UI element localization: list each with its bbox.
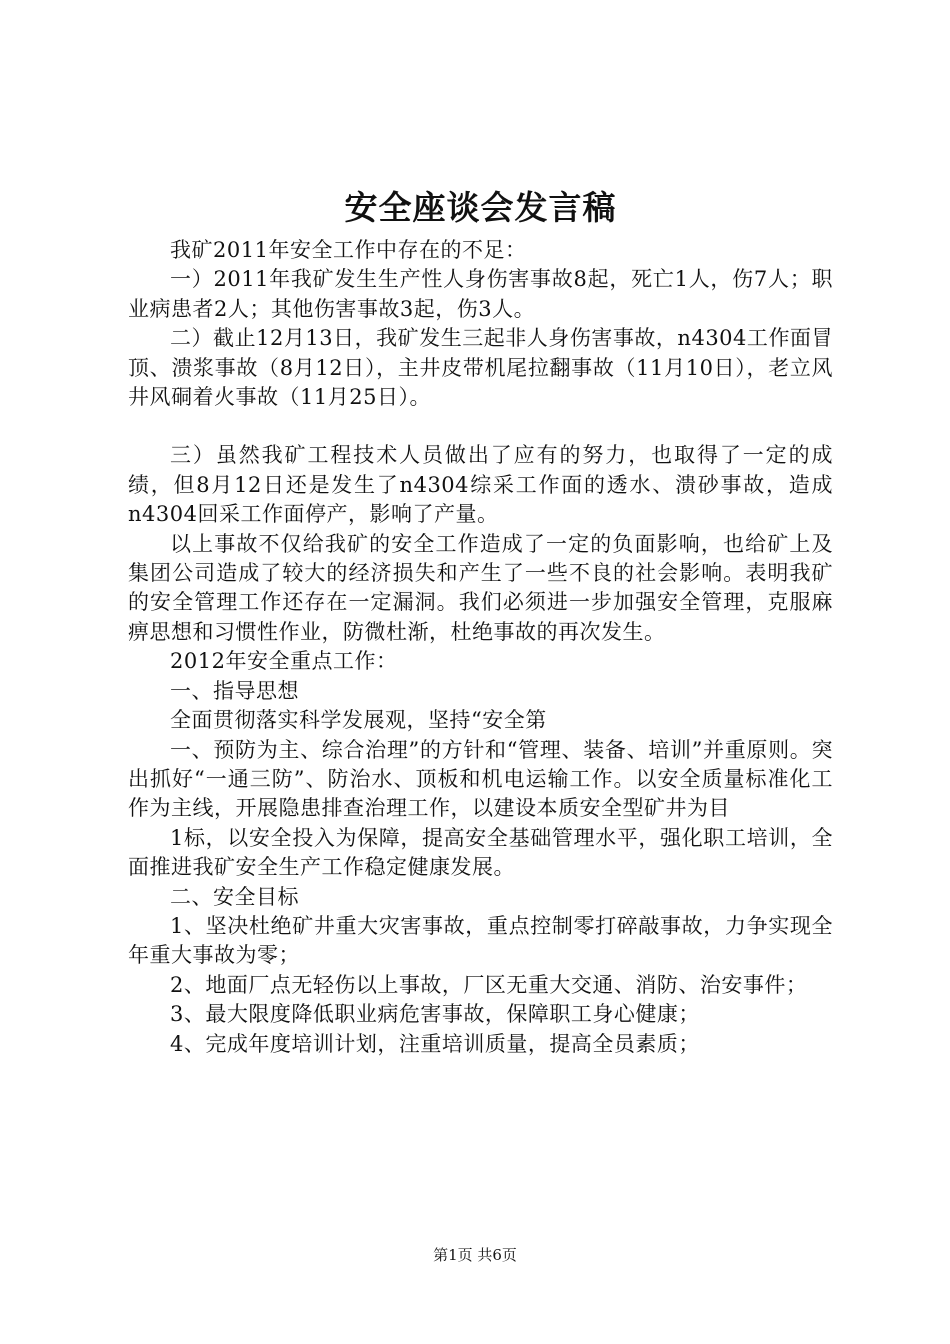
goal-item-4: 4、完成年度培训计划，注重培训质量，提高全员素质； [170, 1031, 700, 1056]
section-heading-guiding: 一、指导思想 [170, 678, 299, 703]
goal-item-1: 1、坚决杜绝矿井重大灾害事故，重点控制零打碎敲事故，力争实现全年重大事故为零； [128, 913, 833, 968]
paragraph-gap [128, 412, 833, 441]
section-heading-2012: 2012年安全重点工作： [170, 649, 398, 674]
paragraph-guiding-2: 一、预防为主、综合治理”的方针和“管理、装备、培训”并重原则。突出抓好“一通三防”、防治水、顶板和机电运输工作。以安全质量标准化工作为主线，开展隐患排查治理工作，以建设本质安全型矿井为目 [128, 737, 833, 821]
paragraph-item-2: 二）截止12月13日，我矿发生三起非人身伤害事故，n4304工作面冒顶、溃浆事故（8月12日），主井皮带机尾拉翻事故（11月10日），老立风井风硐着火事故（11月25日）。 [128, 326, 833, 410]
paragraph-guiding-1: 全面贯彻落实科学发展观，坚持“安全第 [170, 708, 547, 733]
section-heading-goals: 二、安全目标 [170, 884, 299, 909]
paragraph-intro: 我矿2011年安全工作中存在的不足： [170, 238, 527, 262]
document-title: 安全座谈会发言稿 [344, 188, 617, 227]
paragraph-item-1: 一）2011年我矿发生生产性人身伤害事故8起，死亡1人，伤7人；职业病患者2人；其他伤害事故3起，伤3人。 [128, 267, 833, 321]
goal-item-3: 3、最大限度降低职业病危害事故，保障职工身心健康； [170, 1002, 700, 1027]
goal-item-2: 2、地面厂点无轻伤以上事故，厂区无重大交通、消防、治安事件； [170, 972, 808, 997]
page-footer: 第1页 共6页 [433, 1246, 517, 1264]
document-page [128, 180, 833, 1059]
paragraph-guiding-3: 1标，以安全投入为保障，提高安全基础管理水平，强化职工培训，全面推进我矿安全生产工作稳定健康发展。 [128, 825, 833, 880]
paragraph-item-3: 三）虽然我矿工程技术人员做出了应有的努力，也取得了一定的成绩，但8月12日还是发生了n4304综采工作面的透水、溃砂事故，造成n4304回采工作面停产，影响了产量。 [128, 443, 833, 527]
paragraph-summary: 以上事故不仅给我矿的安全工作造成了一定的负面影响，也给矿上及集团公司造成了较大的经济损失和产生了一些不良的社会影响。表明我矿的安全管理工作还存在一定漏洞。我们必须进一步加强安全管理，克服麻痹思想和习惯性作业，防微杜渐，杜绝事故的再次发生。 [128, 531, 833, 644]
